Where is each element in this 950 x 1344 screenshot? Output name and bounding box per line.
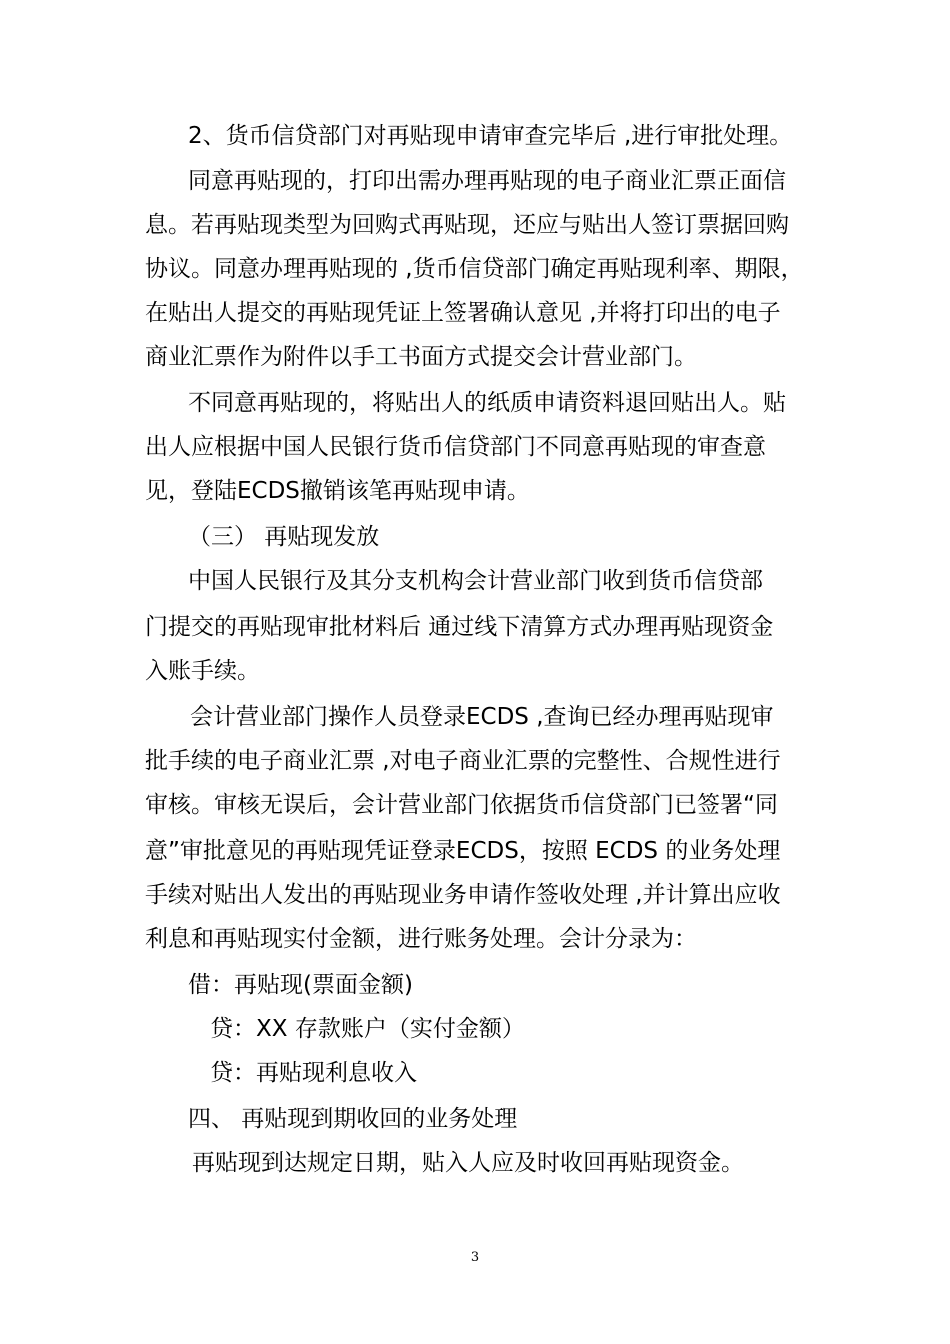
journal-entry-credit: 贷：再贴现利息收入 (210, 1060, 417, 1086)
paragraph-line: 中国人民银行及其分支机构会计营业部门收到货币信贷部 (188, 568, 763, 594)
paragraph-line: 利息和再贴现实付金额，进行账务处理。会计分录为： (145, 926, 697, 952)
paragraph-line: 见，登陆ECDS撤销该笔再贴现申请。 (145, 478, 530, 504)
paragraph-line: 批手续的电子商业汇票 ,对电子商业汇票的完整性、合规性进行 (145, 748, 781, 774)
paragraph-line: 门提交的再贴现审批材料后 通过线下清算方式办理再贴现资金 (145, 614, 774, 640)
paragraph-line: 协议。同意办理再贴现的 ,货币信贷部门确定再贴现利率、期限， (145, 256, 804, 282)
paragraph-line: 息。若再贴现类型为回购式再贴现，还应与贴出人签订票据回购 (145, 212, 789, 238)
page-number: 3 (470, 1250, 480, 1265)
paragraph-line: 在贴出人提交的再贴现凭证上签署确认意见 ,并将打印出的电子 (145, 300, 781, 326)
paragraph-line: 不同意再贴现的，将贴出人的纸质申请资料退回贴出人。贴 (188, 390, 786, 416)
journal-entry-debit: 借：再贴现(票面金额) (188, 972, 413, 998)
section-heading: （三） 再贴现发放 (188, 524, 380, 550)
paragraph-line: 会计营业部门操作人员登录ECDS ,查询已经办理再贴现审 (190, 704, 774, 730)
paragraph-line: 商业汇票作为附件以手工书面方式提交会计营业部门。 (145, 344, 697, 370)
paragraph-line: 再贴现到达规定日期，贴入人应及时收回再贴现资金。 (192, 1150, 744, 1176)
paragraph-line: 出人应根据中国人民银行货币信贷部门不同意再贴现的审查意 (145, 434, 766, 460)
paragraph-line: 入账手续。 (145, 658, 260, 684)
paragraph-line: 同意再贴现的，打印出需办理再贴现的电子商业汇票正面信 (188, 168, 786, 194)
paragraph-line: 2、货币信贷部门对再贴现申请审查完毕后 ,进行审批处理。 (188, 123, 793, 149)
paragraph-line: 手续对贴出人发出的再贴现业务申请作签收处理 ,并计算出应收 (145, 882, 781, 908)
paragraph-line: 意”审批意见的再贴现凭证登录ECDS，按照 ECDS 的业务处理 (145, 838, 781, 864)
journal-entry-credit: 贷：XX 存款账户（实付金额） (210, 1016, 525, 1042)
section-heading: 四、 再贴现到期收回的业务处理 (188, 1106, 518, 1132)
paragraph-line: 审核。审核无误后，会计营业部门依据货币信贷部门已签署“同 (145, 792, 778, 818)
